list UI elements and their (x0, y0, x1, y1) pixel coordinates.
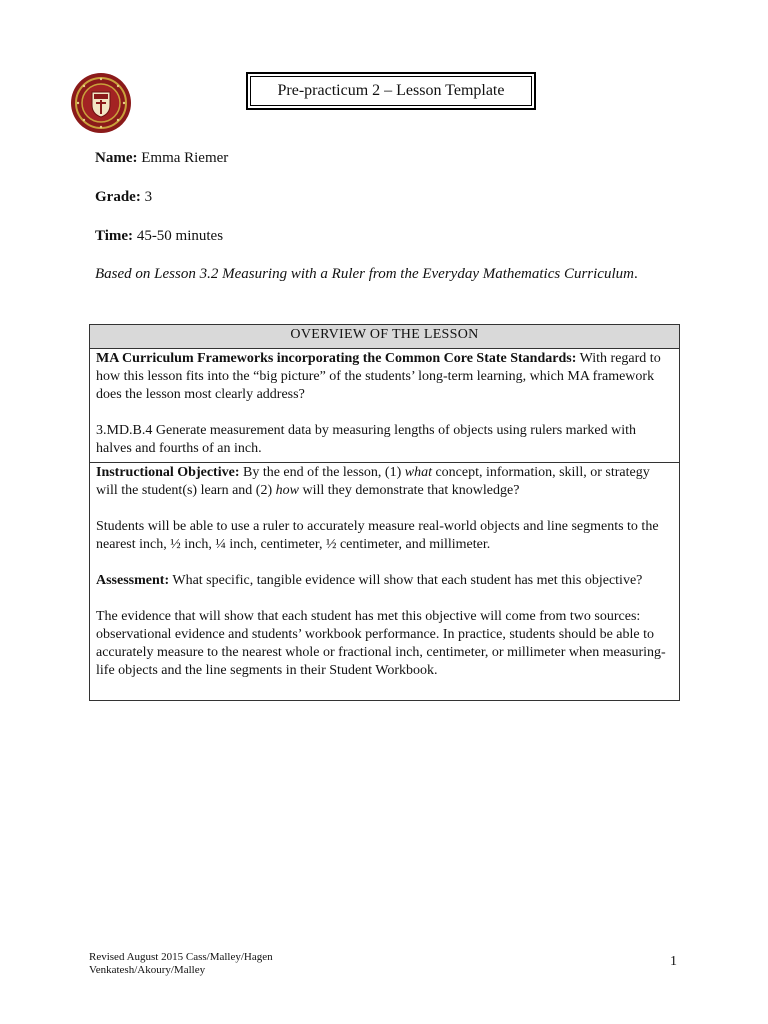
footer-revision (89, 951, 273, 977)
table-row (90, 325, 680, 349)
objective-prompt-part2: concept, information, skill, or strategy will the student(s) learn and (2) (96, 465, 650, 498)
page-number: 1 (670, 954, 677, 969)
overview-table (89, 324, 680, 701)
objective-cell (90, 463, 680, 701)
frameworks-cell (90, 349, 680, 463)
name-value: Emma Riemer (141, 150, 229, 166)
objective-label: Instructional Objective: (96, 465, 240, 480)
frameworks-answer: 3.MD.B.4 Generate measurement data by measuring lengths of objects using rulers marked with halves and fourths of an inch. (96, 423, 637, 456)
time-field (95, 228, 223, 245)
grade-field (95, 189, 152, 206)
time-value: 45-50 minutes (136, 228, 224, 244)
assessment-question: What specific, tangible evidence will show that each student has met this objective? (172, 573, 643, 588)
grade-value: 3 (144, 189, 153, 205)
frameworks-prompt (96, 350, 673, 404)
based-on-text: Based on Lesson 3.2 Measuring with a Ruler from the Everyday Mathematics Curriculum (95, 266, 634, 282)
frameworks-label: MA Curriculum Frameworks incorporating the Common Core State Standards: (96, 351, 577, 366)
objective-prompt (96, 464, 673, 500)
name-label: Name: (95, 150, 138, 166)
grade-label: Grade: (95, 189, 141, 205)
footer-line1: Revised August 2015 Cass/Malley/Hagen (89, 951, 273, 963)
time-label: Time: (95, 228, 134, 244)
based-on-note (95, 264, 655, 284)
objective-prompt-part3: will they demonstrate that knowledge? (302, 483, 520, 498)
title-box (246, 72, 536, 110)
objective-prompt-part1: By the end of the lesson, (1) (242, 465, 402, 480)
assessment-answer: The evidence that will show that each student has met this objective will come from two sources: observational evidence and students’ workbook performance. In practice, students should be able to accurately measure to the nearest whole or fractional inch, centimeter, or millimeter when measuring-life objects and the line segments in their Student Workbook. (96, 609, 666, 678)
based-on-period: . (633, 266, 638, 282)
university-seal-icon (70, 72, 132, 134)
table-row (90, 349, 680, 463)
objective-answer: Students will be able to use a ruler to accurately measure real-world objects and line segments to the nearest inch, ½ inch, ¼ inch, centimeter, ½ centimeter, and millimeter. (96, 519, 659, 552)
overview-header: OVERVIEW OF THE LESSON (90, 325, 680, 349)
name-field (95, 150, 228, 167)
footer-line2: Venkatesh/Akoury/Malley (89, 964, 206, 976)
frameworks-question: With regard to how this lesson fits into the “big picture” of the students’ long-term learning, which MA framework does the lesson most clearly address? (96, 351, 661, 402)
objective-prompt-em1: what (404, 465, 432, 480)
assessment-label: Assessment: (96, 573, 170, 588)
page-title: Pre-practicum 2 – Lesson Template (250, 76, 532, 106)
objective-prompt-em2: how (275, 483, 299, 498)
table-row (90, 463, 680, 701)
assessment-prompt (96, 572, 673, 590)
